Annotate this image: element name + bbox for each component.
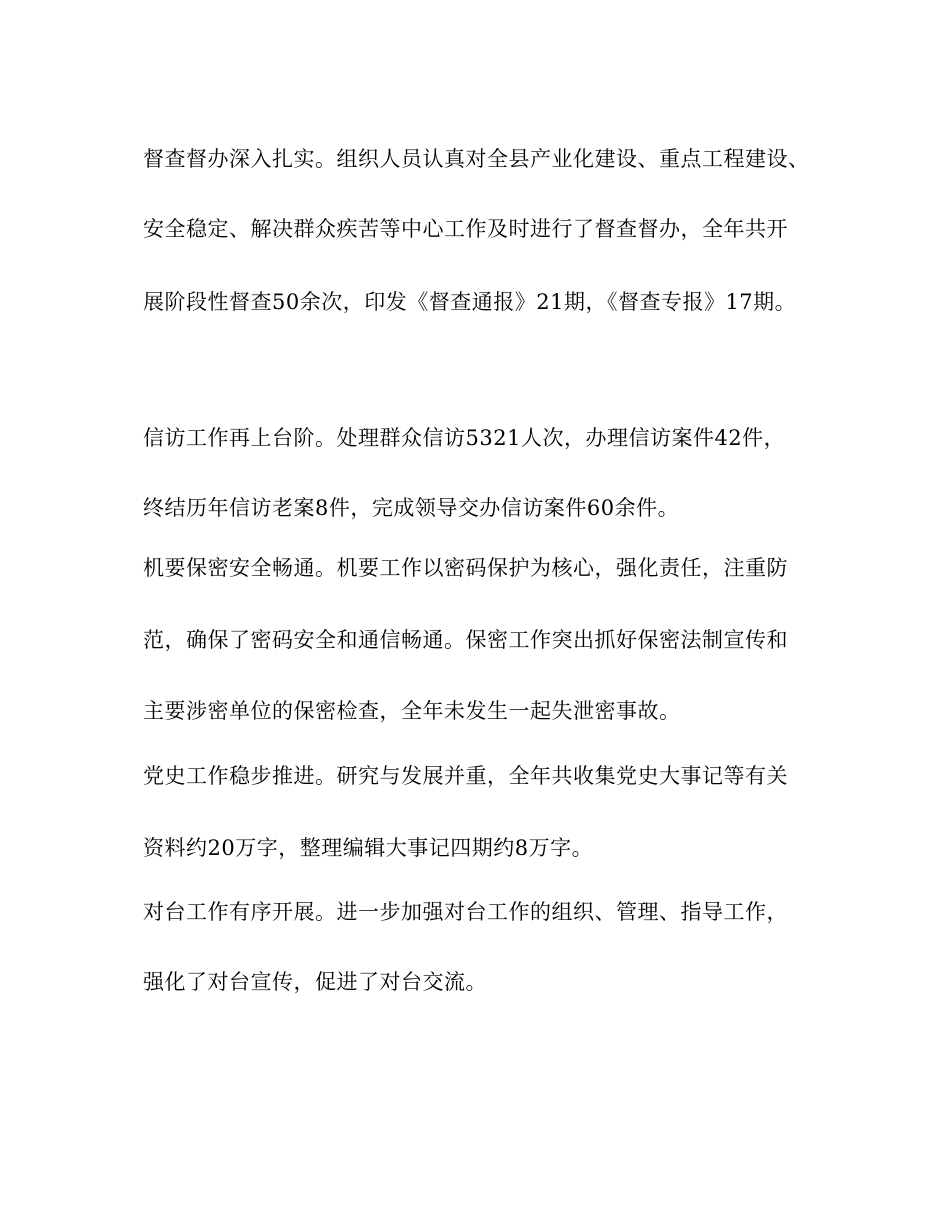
text-line: 对台工作有序开展。进一步加强对台工作的组织、管理、指导工作， (143, 900, 788, 924)
text-line: 党史工作稳步推进。研究与发展并重，全年共收集党史大事记等有关 (143, 764, 788, 788)
text-line: 机要保密安全畅通。机要工作以密码保护为核心，强化责任，注重防 (143, 556, 788, 580)
text-line: 强化了对台宣传，促进了对台交流。 (143, 970, 487, 994)
text-line: 督查督办深入扎实。组织人员认真对全县产业化建设、重点工程建设、 (143, 147, 810, 171)
text-line: 安全稳定、解决群众疾苦等中心工作及时进行了督查督办，全年共开 (143, 217, 788, 241)
text-line: 主要涉密单位的保密检查，全年未发生一起失泄密事故。 (143, 699, 681, 723)
text-line: 范，确保了密码安全和通信畅通。保密工作突出抓好保密法制宣传和 (143, 628, 788, 652)
text-line: 展阶段性督查50余次，印发《督查通报》21期，《督查专报》17期。 (143, 290, 797, 314)
text-line: 终结历年信访老案8件，完成领导交办信访案件60余件。 (143, 496, 680, 520)
text-line: 资料约20万字，整理编辑大事记四期约8万字。 (143, 836, 594, 860)
text-line: 信访工作再上台阶。处理群众信访5321人次，办理信访案件42件， (143, 426, 786, 450)
